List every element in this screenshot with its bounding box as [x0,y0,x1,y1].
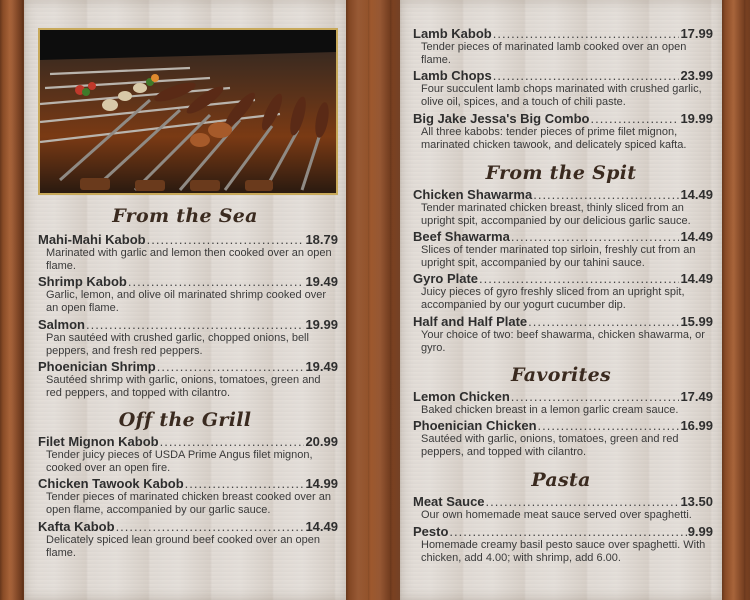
item-description: Four succulent lamb chops marinated with crushed garlic, olive oil, spices, and a touch of chili paste. [421,83,702,108]
wood-background-center [346,0,400,600]
item-name: Lemon Chicken [413,389,510,404]
section-title-from-the-sea: From the Sea [112,205,258,227]
dot-leader [493,68,680,83]
dot-leader [511,229,680,244]
menu-item [413,524,713,564]
menu-item [38,519,338,559]
dot-leader [449,524,686,539]
item-price: 17.99 [680,26,713,41]
dot-leader [116,519,305,534]
menu-item [413,494,713,522]
item-name: Phoenician Shrimp [38,359,156,374]
item-price: 19.49 [305,274,338,289]
section-title-off-the-grill: Off the Grill [118,409,252,431]
dot-leader [128,274,305,289]
item-description: Our own homemade meat sauce served over spaghetti. [421,509,692,521]
dot-leader [147,232,305,247]
item-name: Lamb Chops [413,68,492,83]
item-name: Beef Shawarma [413,229,510,244]
menu-item [413,68,713,108]
item-price: 15.99 [680,314,713,329]
dot-leader [511,389,680,404]
dot-leader [157,359,305,374]
item-description: Your choice of two: beef shawarma, chicken shawarma, or gyro. [421,329,705,354]
item-description: Tender marinated chicken breast, thinly sliced from an upright spit, accompanied by our delicious garlic sauce. [421,202,691,227]
menu-item [413,314,713,354]
menu-item [413,26,713,66]
item-description: Sautéed shrimp with garlic, onions, tomatoes, green and red peppers, and topped with cilantro. [46,374,321,399]
menu-item [38,232,338,272]
menu-item [413,229,713,269]
menu-item [413,111,713,151]
item-price: 18.79 [305,232,338,247]
item-description: Slices of tender marinated top sirloin, freshly cut from an upright spit, accompanied by our tahini sauce. [421,244,696,269]
item-name: Kafta Kabob [38,519,115,534]
menu-item [413,418,713,458]
item-description: Tender juicy pieces of USDA Prime Angus filet mignon, cooked over an open fire. [46,449,313,474]
item-name: Chicken Shawarma [413,187,533,202]
dot-leader [493,26,680,41]
item-name: Salmon [38,317,85,332]
item-name: Shrimp Kabob [38,274,127,289]
item-price: 14.49 [305,519,338,534]
menu-item [38,476,338,516]
dot-leader [185,476,305,491]
section-title-from-the-spit: From the Spit [485,162,637,184]
menu-item [38,359,338,399]
item-price: 14.49 [680,271,713,286]
menu-item [413,187,713,227]
menu-item [38,434,338,474]
item-price: 14.49 [680,229,713,244]
dot-leader [591,111,680,126]
item-description: Pan sautéed with crushed garlic, chopped onions, bell peppers, and fresh red peppers. [46,332,309,357]
dot-leader [533,187,679,202]
item-price: 20.99 [305,434,338,449]
item-name: Lamb Kabob [413,26,492,41]
item-name: Filet Mignon Kabob [38,434,159,449]
dot-leader [538,418,680,433]
dot-leader [160,434,305,449]
item-name: Half and Half Plate [413,314,528,329]
section-title-favorites: Favorites [511,364,611,386]
section-title-pasta: Pasta [531,469,591,491]
wood-background-right [722,0,750,600]
menu-item [413,271,713,311]
item-price: 17.49 [680,389,713,404]
item-name: Gyro Plate [413,271,479,286]
item-description: Baked chicken breast in a lemon garlic cream sauce. [421,404,679,416]
item-name: Big Jake Jessa's Big Combo [413,111,590,126]
item-name: Phoenician Chicken [413,418,537,433]
item-description: Tender pieces of marinated chicken breast cooked over an open flame, accompanied by our garlic sauce. [46,491,331,516]
item-name: Meat Sauce [413,494,485,509]
item-price: 19.99 [680,111,713,126]
item-price: 14.99 [305,476,338,491]
item-price: 19.49 [305,359,338,374]
kabob-grill-photo [38,28,338,195]
dot-leader [86,317,304,332]
menu-item [38,274,338,314]
menu-item [413,389,713,417]
item-description: Delicately spiced lean ground beef cooked over an open flame. [46,534,320,559]
dot-leader [528,314,679,329]
grill-illustration [40,30,336,193]
item-name: Chicken Tawook Kabob [38,476,184,491]
item-description: Tender pieces of marinated lamb cooked over an open flame. [421,41,687,66]
item-price: 13.50 [680,494,713,509]
item-price: 9.99 [687,524,713,539]
item-name: Mahi-Mahi Kabob [38,232,146,247]
item-description: Marinated with garlic and lemon then cooked over an open flame. [46,247,332,272]
item-price: 19.99 [305,317,338,332]
item-description: Garlic, lemon, and olive oil marinated shrimp cooked over an open flame. [46,289,327,314]
item-price: 14.49 [680,187,713,202]
item-description: All three kabobs: tender pieces of prime filet mignon, marinated chicken tawook, and delicately spiced kafta. [421,126,687,151]
menu-item [38,317,338,357]
item-price: 16.99 [680,418,713,433]
dot-leader [479,271,679,286]
item-name: Pesto [413,524,449,539]
item-description: Homemade creamy basil pesto sauce over spaghetti. With chicken, add 4.00; with shrimp, add 6.00. [421,539,706,564]
item-description: Juicy pieces of gyro freshly sliced from an upright spit, accompanied by our yogurt cucumber dip. [421,286,685,311]
dot-leader [486,494,680,509]
wood-background-left [0,0,24,600]
item-price: 23.99 [680,68,713,83]
item-description: Sautéed with garlic, onions, tomatoes, green and red peppers, and topped with cilantro. [421,433,679,458]
